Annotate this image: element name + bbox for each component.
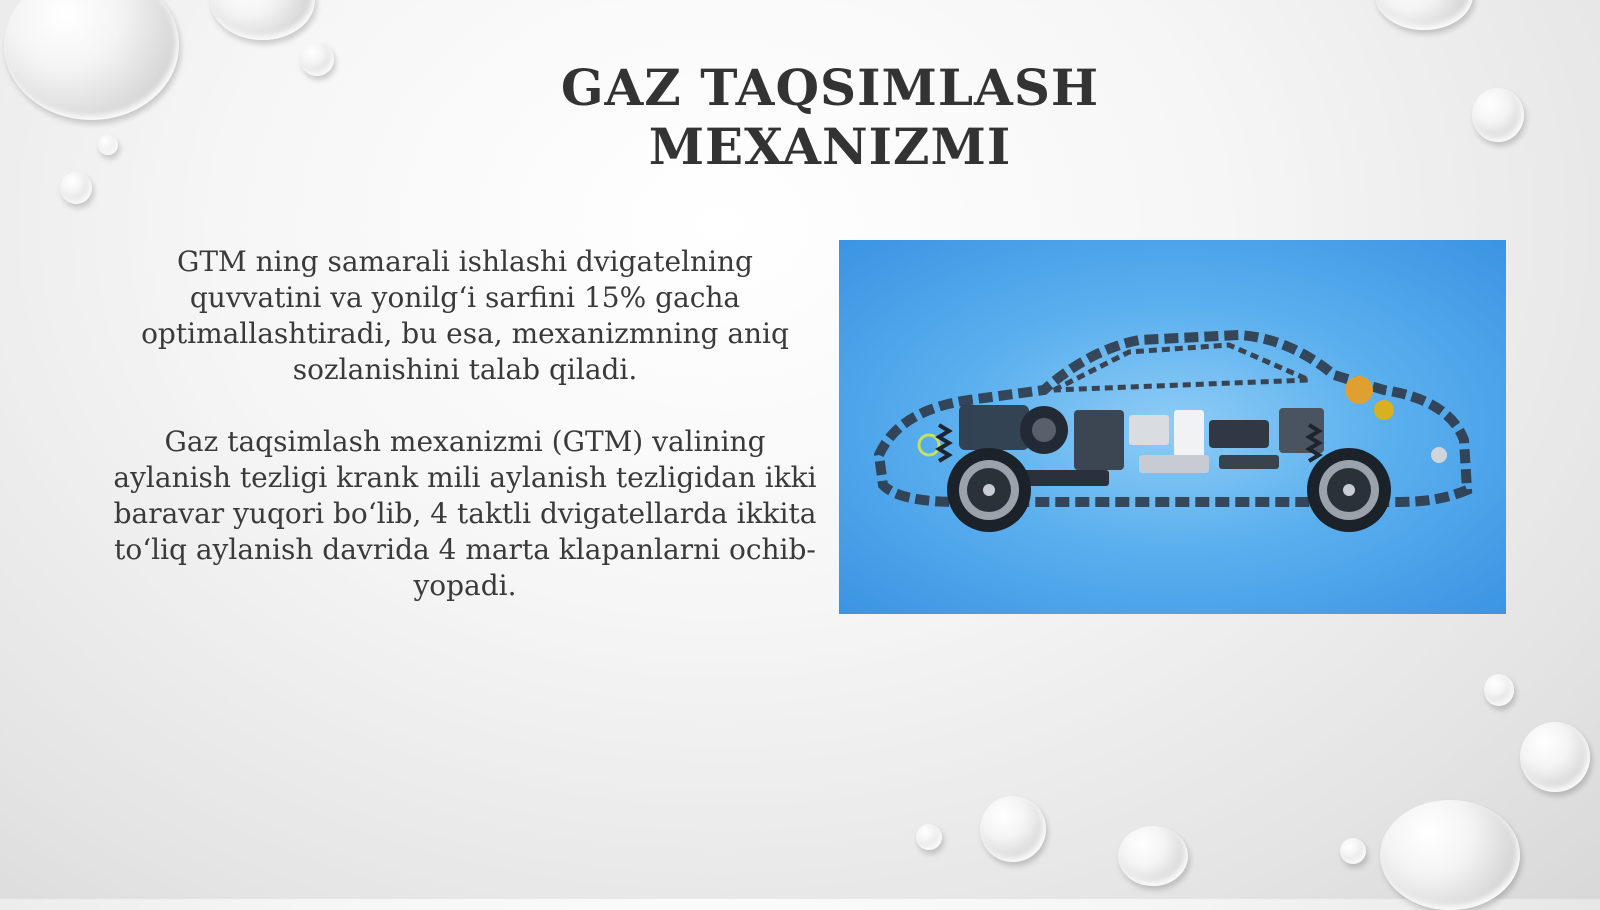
paragraph-efficiency: GTM ning samarali ishlashi dvigatelning quvvatini va yonilg‘i sarfini 15% gacha optimallashtiradi, bu esa, mexanizmning aniq sozlanishini talab qiladi. xyxy=(141,245,789,386)
paragraph-gtm-definition: Gaz taqsimlash mexanizmi (GTM) valining aylanish tezligi krank mili aylanish tezligidan ikki baravar yuqori bo‘lib, 4 taktli dvigatellarda ikkita to‘liq aylanish davrida 4 marta klapanlarni ochib-yopadi. xyxy=(113,425,817,602)
water-drop-decoration xyxy=(4,0,179,120)
water-drop-decoration xyxy=(300,42,334,76)
water-drop-decoration xyxy=(916,824,942,850)
water-drop-decoration xyxy=(210,0,315,40)
car-parts-illustration xyxy=(839,240,1506,614)
slide-body xyxy=(110,244,820,640)
slide-title: GAZ TAQSIMLASH MEXANIZMI xyxy=(560,58,1100,176)
car-parts-image xyxy=(839,240,1506,614)
water-drop-decoration xyxy=(1520,722,1590,792)
water-drop-decoration xyxy=(1380,800,1520,910)
water-drop-decoration xyxy=(98,135,118,155)
water-drop-decoration xyxy=(1340,838,1366,864)
water-drop-decoration xyxy=(1375,0,1473,30)
water-drop-decoration xyxy=(60,172,92,204)
water-drop-decoration xyxy=(1118,826,1188,886)
water-drop-decoration xyxy=(980,796,1046,862)
water-drop-decoration xyxy=(1484,674,1514,706)
water-drop-decoration xyxy=(1472,88,1524,142)
